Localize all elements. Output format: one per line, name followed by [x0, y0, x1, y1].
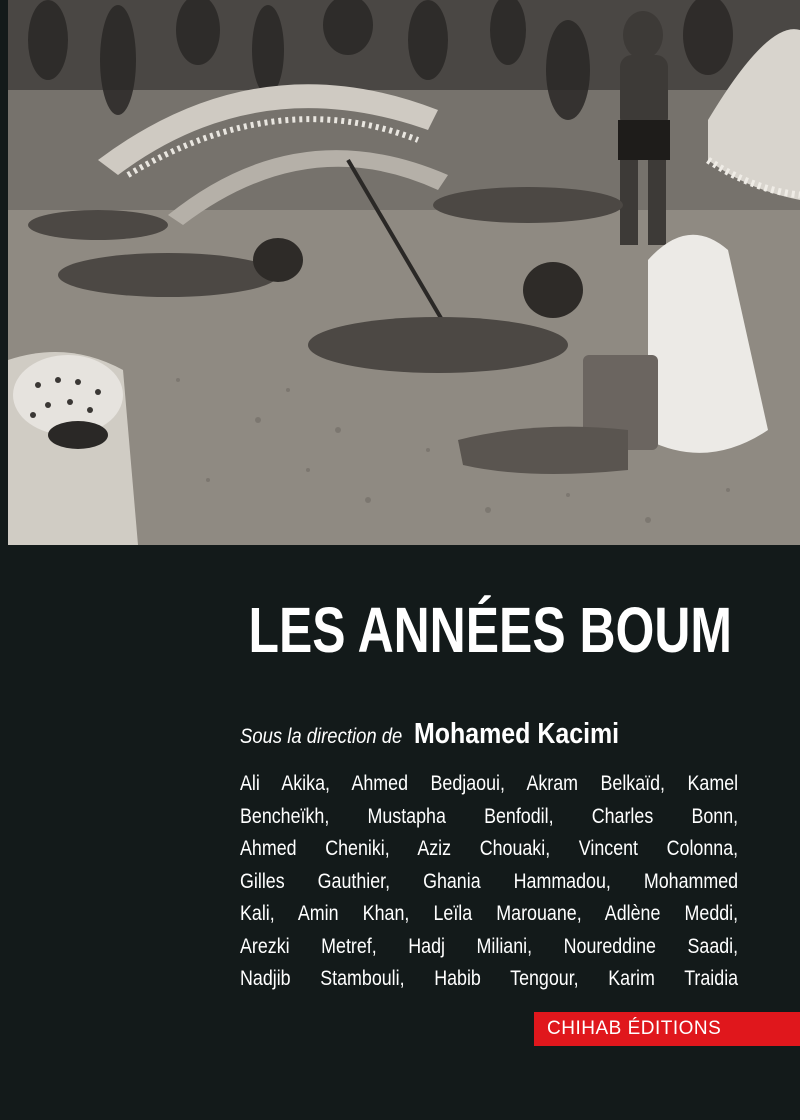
author-line: Gilles Gauthier, Ghania Hammadou, Mohammed	[240, 869, 739, 893]
book-title: LES ANNÉES BOUM	[248, 594, 733, 666]
author-line: Kali, Amin Khan, Leïla Marouane, Adlène Meddi,	[240, 902, 739, 925]
author-line: Bencheïkh, Mustapha Benfodil, Charles Bonn,	[240, 804, 739, 828]
author-line: Arezki Metref, Hadj Miliani, Noureddine Saadi,	[240, 934, 739, 958]
beach-photo	[8, 0, 800, 545]
author-list	[240, 768, 738, 996]
author-line: Nadjib Stambouli, Habib Tengour, Karim Traidia	[240, 967, 739, 990]
author-line: Ali Akika, Ahmed Bedjaoui, Akram Belkaïd, Kamel	[240, 772, 739, 795]
publisher-label: CHIHAB ÉDITIONS	[534, 1012, 800, 1046]
author-line: Ahmed Cheniki, Aziz Chouaki, Vincent Colonna,	[240, 837, 739, 860]
editor-credit	[240, 718, 740, 758]
editor-name: Mohamed Kacimi	[414, 718, 620, 750]
beach-photo-illustration	[8, 0, 800, 545]
direction-intro: Sous la direction de	[240, 725, 403, 748]
